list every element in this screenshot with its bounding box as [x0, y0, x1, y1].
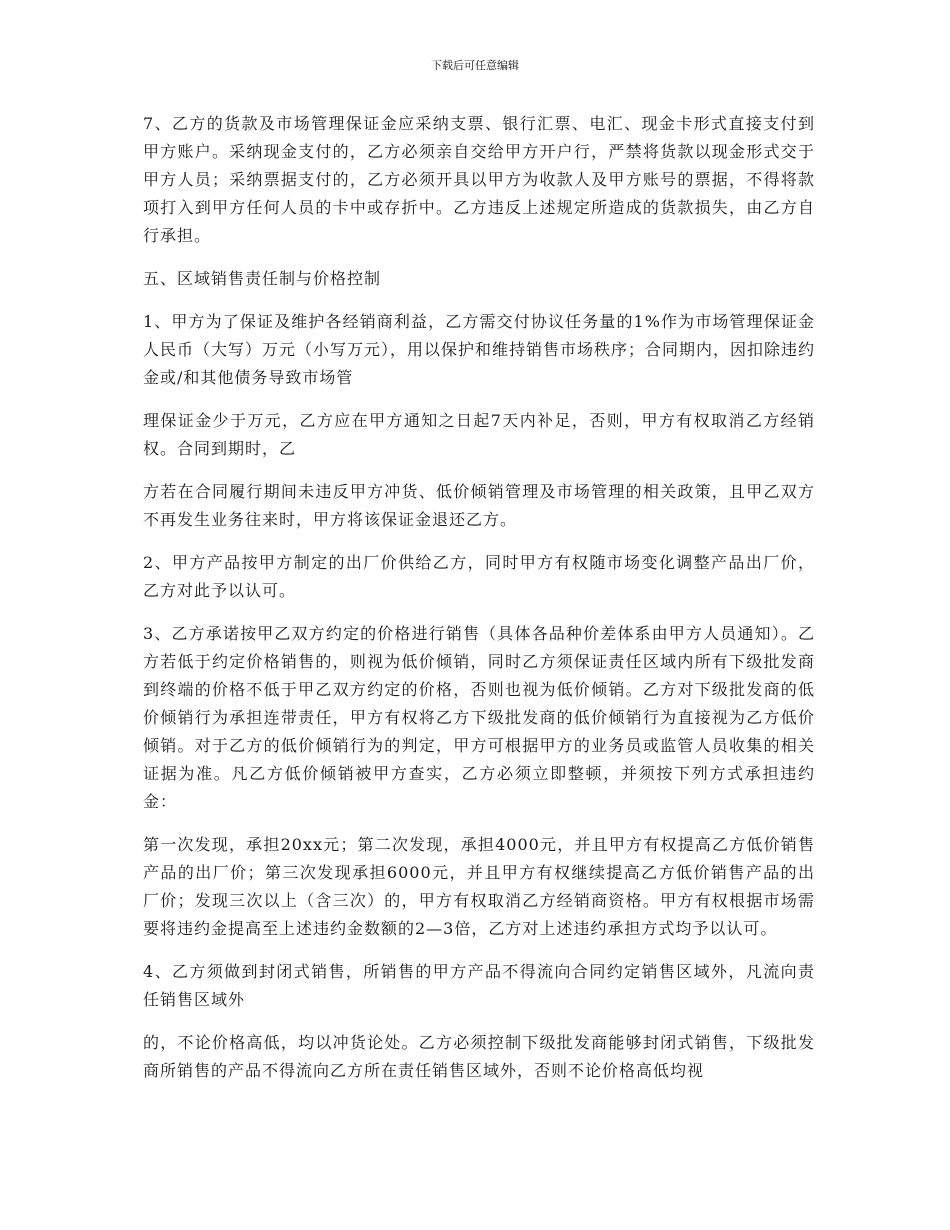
- clause-paragraph: 理保证金少于万元，乙方应在甲方通知之日起7天内补足，否则，甲方有权取消乙方经销权。合同到期时，乙: [143, 411, 815, 458]
- clause-paragraph: 方若在合同履行期间未违反甲方冲货、低价倾销管理及市场管理的相关政策，且甲乙双方不再发生业务往来时，甲方将该保证金退还乙方。: [143, 482, 815, 529]
- clause-paragraph: 第一次发现，承担20xx元；第二次发现，承担4000元，并且甲方有权提高乙方低价销售产品的出厂价；第三次发现承担6000元，并且甲方有权继续提高乙方低价销售产品的出厂价；发现三次以上（含三次）的，甲方有权取消乙方经销商资格。甲方有权根据市场需要将违约金提高至上述违约金数额的2—3倍，乙方对上述违约承担方式均予以认可。: [143, 835, 815, 938]
- page-header: 下载后可任意编辑: [431, 59, 519, 72]
- clause-paragraph: 的，不论价格高低，均以冲货论处。乙方必须控制下级批发商能够封闭式销售，下级批发商所销售的产品不得流向乙方所在责任销售区域外，否则不论价格高低均视: [143, 1033, 815, 1080]
- clause-paragraph: 1、甲方为了保证及维护各经销商利益，乙方需交付协议任务量的1%作为市场管理保证金人民币（大写）万元（小写万元），用以保护和维持销售市场秩序；合同期内，因扣除违约金或/和其他债务导致市场管: [143, 312, 816, 387]
- clause-paragraph: 3、乙方承诺按甲乙双方约定的价格进行销售（具体各品种价差体系由甲方人员通知）。乙方若低于约定价格销售的，则视为低价倾销，同时乙方须保证责任区域内所有下级批发商到终端的价格不低于甲乙双方约定的价格，否则也视为低价倾销。乙方对下级批发商的低价倾销行为承担连带责任，甲方有权将乙方下级批发商的低价倾销行为直接视为乙方低价倾销。对于乙方的低价倾销行为的判定，甲方可根据甲方的业务员或监管人员收集的相关证据为准。凡乙方低价倾销被甲方查实，乙方必须立即整顿，并须按下列方式承担违约金：: [143, 624, 815, 811]
- clause-paragraph: 4、乙方须做到封闭式销售，所销售的甲方产品不得流向合同约定销售区域外，凡流向责任销售区域外: [143, 962, 815, 1009]
- clause-paragraph: 7、乙方的货款及市场管理保证金应采纳支票、银行汇票、电汇、现金卡形式直接支付到甲方账户。采纳现金支付的，乙方必须亲自交给甲方开户行，严禁将货款以现金形式交于甲方人员；采纳票据支付的，乙方必须开具以甲方为收款人及甲方账号的票据，不得将款项打入到甲方任何人员的卡中或存折中。乙方违反上述规定所造成的货款损失，由乙方自行承担。: [143, 114, 815, 245]
- section-heading: 五、区域销售责任制与价格控制: [143, 269, 382, 288]
- document-body: [143, 110, 815, 1100]
- clause-paragraph: 2、甲方产品按甲方制定的出厂价供给乙方，同时甲方有权随市场变化调整产品出厂价，乙方对此予以认可。: [143, 553, 815, 600]
